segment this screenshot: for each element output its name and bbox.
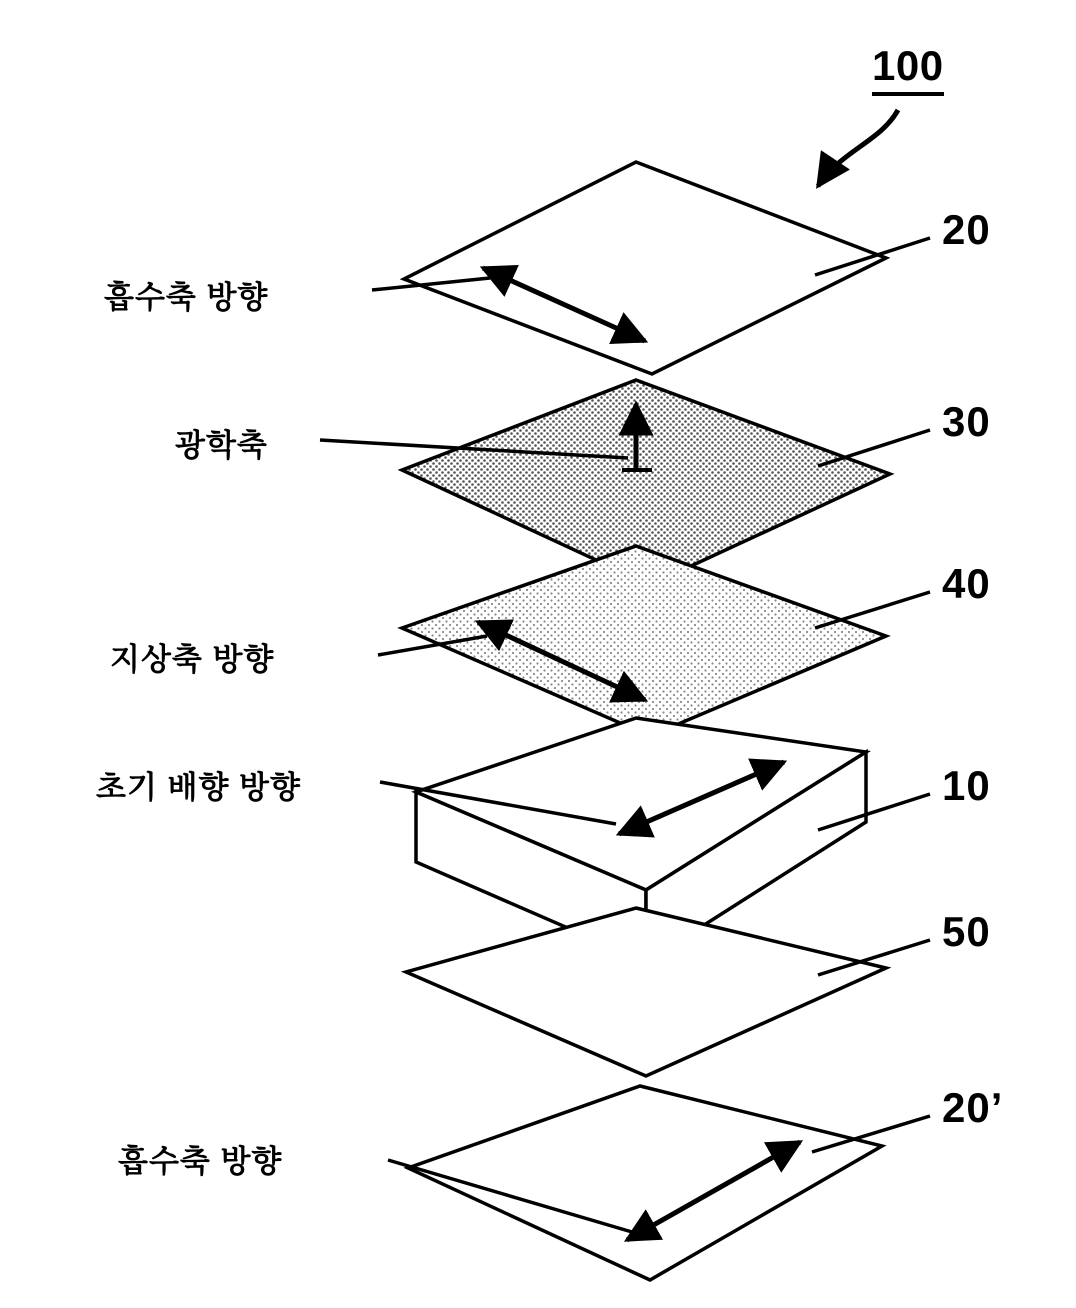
layer-20-plate xyxy=(404,162,886,374)
layer-40-plate xyxy=(402,546,886,736)
leader-ref-30 xyxy=(818,430,930,466)
layer-50-plate xyxy=(406,908,886,1076)
ref-number-20-prime: 20’ xyxy=(942,1084,1004,1131)
layer-20p-polarizer xyxy=(408,1086,882,1280)
ref-number-20: 20 xyxy=(942,206,991,253)
figure-reference-100: 100 xyxy=(872,42,944,96)
ref-number-30: 30 xyxy=(942,398,991,445)
layer-50-plate-group xyxy=(406,908,886,1076)
label-absorption-axis-top: 흡수축 방향 xyxy=(104,280,269,315)
label-slow-axis: 지상축 방향 xyxy=(110,642,275,677)
label-optical-axis: 광학축 xyxy=(175,428,268,463)
leader-lines-right xyxy=(812,238,930,1152)
layer-40-retarder xyxy=(402,546,886,736)
ref-100-arrow xyxy=(818,110,898,186)
layer-20-polarizer xyxy=(404,162,886,374)
ref-number-10: 10 xyxy=(942,762,991,809)
ref-number-50: 50 xyxy=(942,908,991,955)
figure-ref-arrow xyxy=(818,110,898,186)
label-initial-alignment: 초기 배향 방향 xyxy=(96,770,301,805)
layer-20p-plate xyxy=(408,1086,882,1280)
ref-number-40: 40 xyxy=(942,560,991,607)
label-absorption-axis-bottom: 흡수축 방향 xyxy=(118,1144,283,1179)
leader-ref-40 xyxy=(815,592,930,628)
